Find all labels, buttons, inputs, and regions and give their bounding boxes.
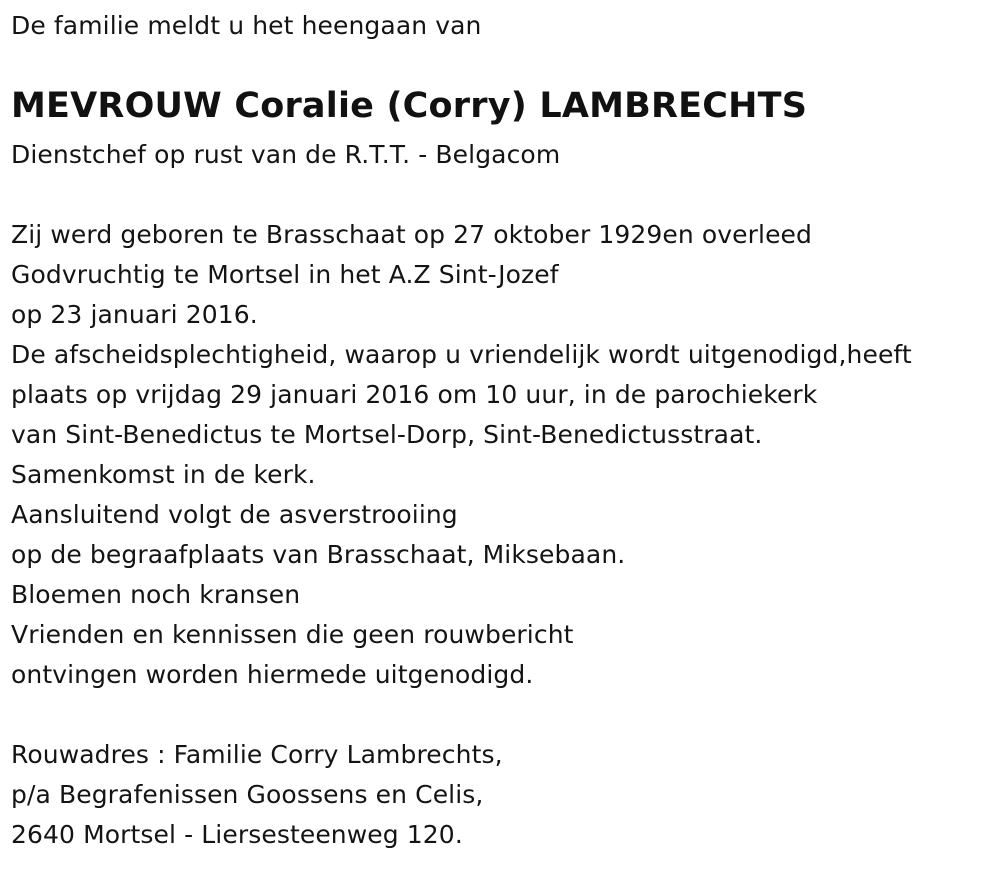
- body-line: plaats op vrijdag 29 januari 2016 om 10 uur, in de parochiekerk: [11, 380, 818, 409]
- body-line: ontvingen worden hiermede uitgenodigd.: [11, 660, 534, 689]
- address-line: 2640 Mortsel - Liersesteenweg 120.: [11, 820, 463, 849]
- body-line: Godvruchtig te Mortsel in het A.Z Sint-Jozef: [11, 260, 559, 289]
- deceased-name: MEVROUW Coralie (Corry) LAMBRECHTS: [11, 86, 808, 126]
- body-line: Vrienden en kennissen die geen rouwbericht: [11, 620, 574, 649]
- body-line: van Sint-Benedictus te Mortsel-Dorp, Sint-Benedictusstraat.: [11, 420, 763, 449]
- address-line: p/a Begrafenissen Goossens en Celis,: [11, 780, 484, 809]
- body-line: Bloemen noch kransen: [11, 580, 301, 609]
- body-line: De afscheidsplechtigheid, waarop u vriendelijk wordt uitgenodigd,heeft: [11, 340, 912, 369]
- intro-text: De familie meldt u het heengaan van: [11, 11, 482, 40]
- body-line: Aansluitend volgt de asverstrooiing: [11, 500, 458, 529]
- subtitle-text: Dienstchef op rust van de R.T.T. - Belgacom: [11, 140, 561, 169]
- body-line: Zij werd geboren te Brasschaat op 27 oktober 1929en overleed: [11, 220, 813, 249]
- body-line: op de begraafplaats van Brasschaat, Miksebaan.: [11, 540, 626, 569]
- body-line: Samenkomst in de kerk.: [11, 460, 316, 489]
- body-line: op 23 januari 2016.: [11, 300, 258, 329]
- address-line: Rouwadres : Familie Corry Lambrechts,: [11, 740, 503, 769]
